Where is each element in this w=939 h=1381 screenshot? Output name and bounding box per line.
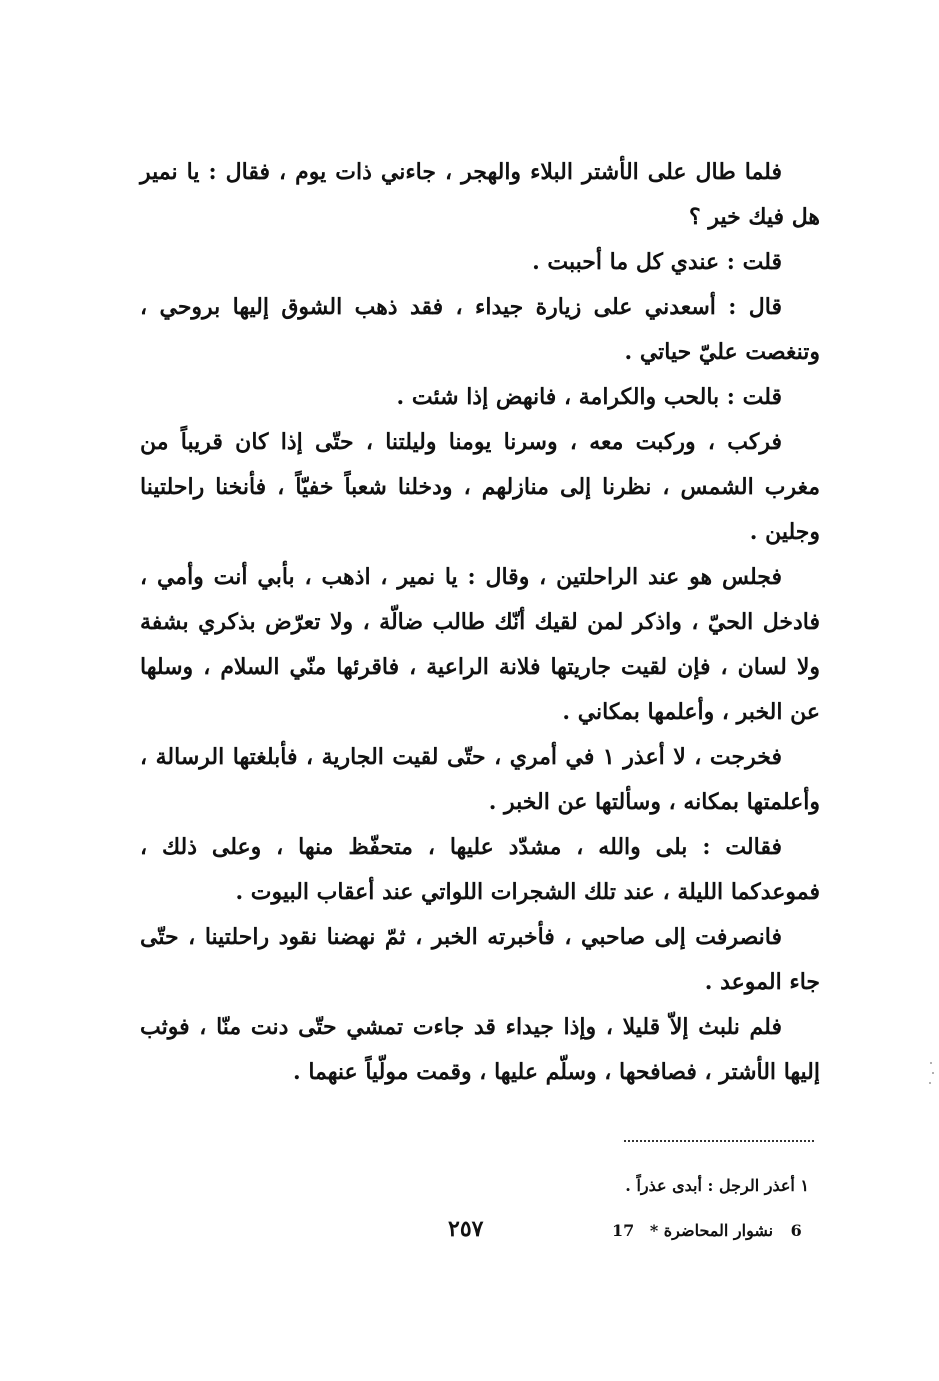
body-text [140,150,820,1095]
scan-speck [930,1062,932,1064]
paragraph: فانصرفت إلى صاحبي ، فأخبرته الخبر ، ثمّ نهضنا نقود راحلتينا ، حتّى جاء الموعد . [140,924,820,995]
page-number: ٢٥٧ [448,1216,484,1242]
paragraph: فجلس هو عند الراحلتين ، وقال : يا نمير ، اذهب ، بأبي أنت وأمي ، فادخل الحيّ ، واذكر لمن لقيك أنّك طالب ضالّة ، ولا تعرّض بذكري بشفة ولا لسان ، فإن لقيت جاريتها فلانة الراعية ، فاقرئها منّي السلام ، وسلها عن الخبر ، وأعلمها بمكاني . [140,564,820,725]
footnote-divider [624,1140,814,1142]
printer-signature [612,1220,802,1240]
paragraph: فقالت : بلى والله ، مشدّد عليها ، متحفّظ منها ، وعلى ذلك ، فموعدكما الليلة ، عند تلك الشجرات اللواتي عند أعقاب البيوت . [140,834,820,905]
paragraph: قلت : عندي كل ما أحببت . [532,249,782,275]
paragraph: قلت : بالحب والكرامة ، فانهض إذا شئت . [396,384,782,410]
paragraph: قال : أسعدني على زيارة جيداء ، فقد ذهب الشوق إليها بروحي ، وتنغصت عليّ حياتي . [140,294,820,365]
paragraph: فلما طال على الأشتر البلاء والهجر ، جاءني ذات يوم ، فقال : يا نمير هل فيك خير ؟ [140,159,820,230]
footnote: ١ أعذر الرجل : أبدى عذراً . [625,1176,809,1195]
signature-number: 17 [612,1221,635,1240]
scan-speck [932,1072,934,1074]
paragraph: فخرجت ، لا أعذر ١ في أمري ، حتّى لقيت الجارية ، فأبلغتها الرسالة ، وأعلمتها بمكانه ، وسألتها عن الخبر . [140,744,820,815]
paragraph: فلم نلبث إلاّ قليلا ، وإذا جيداء قد جاءت تمشي حتّى دنت منّا ، فوثب إليها الأشتر ، فصافحها ، وسلّم عليها ، وقمت مولّياً عنهما . [140,1014,820,1085]
paragraph: فركب ، وركبت معه ، وسرنا يومنا وليلتنا ، حتّى إذا كان قريباً من مغرب الشمس ، نظرنا إلى منازلهم ، ودخلنا شعباً خفيّاً ، فأنخنا راحلتينا وجلين . [140,429,820,545]
signature-sheet: 6 [790,1221,802,1240]
scan-speck [929,1082,931,1084]
signature-title: نشوار المحاضرة * [649,1221,774,1240]
